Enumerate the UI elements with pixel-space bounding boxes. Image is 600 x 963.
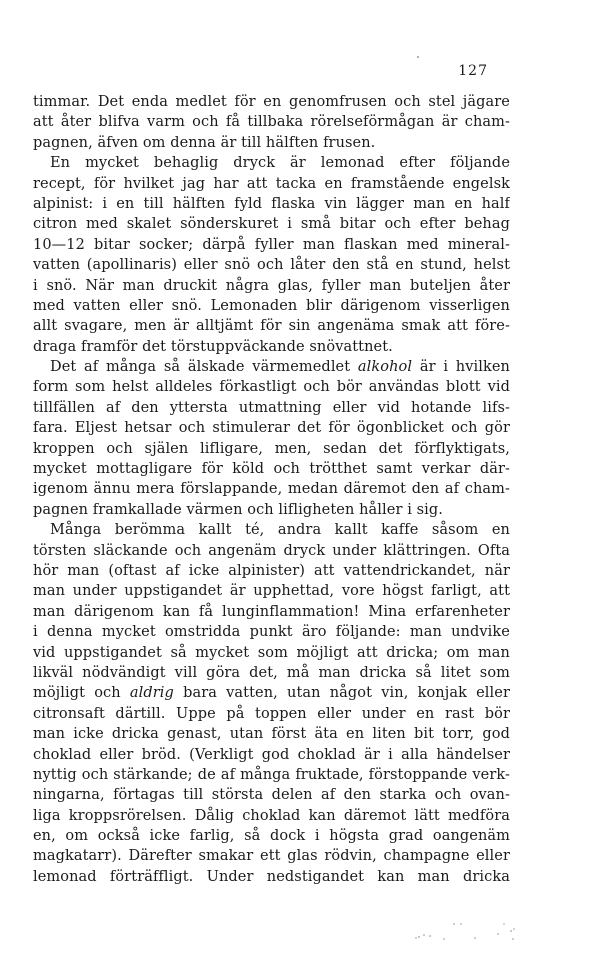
text-line: en, om också icke farlig, så dock i högsta grad oangenäm — [33, 828, 510, 845]
text-line: timmar. Det enda medlet för en genomfrusen och stel jägare — [33, 94, 510, 110]
text-line: tillfällen af den yttersta utmattning eller vid hotande lifs- — [33, 399, 510, 416]
text-line: likväl nödvändigt vill göra det, må man dricka så litet som — [33, 664, 510, 681]
text-line: recept, för hvilket jag har att tacka en framstående engelsk — [33, 175, 510, 192]
text-line: magkatarr). Därefter smakar ett glas rödvin, champagne eller — [33, 848, 510, 865]
text-segment: bara vatten, utan något vin, konjak eller — [173, 685, 510, 702]
text-line: med vatten eller snö. Lemonaden blir därigenom visserligen — [33, 297, 510, 314]
text-line: choklad eller bröd. (Verkligt god choklad är i alla händelser — [33, 746, 510, 763]
text-line: En mycket behaglig dryck är lemonad efter följande — [50, 155, 510, 172]
text-segment: Det af många så älskade värmemedlet — [50, 359, 358, 376]
text-line: i denna mycket omstridda punkt äro följande: man undvike — [33, 624, 510, 641]
page-text — [33, 92, 510, 887]
text-line: vid uppstigandet så mycket som möjligt att dricka; om man — [33, 644, 510, 661]
text-line: citron med skalet sönderskuret i små bitar och efter behag — [33, 216, 510, 233]
paragraph — [33, 520, 510, 887]
text-line: lemonad förträffligt. Under nedstigandet kan man dricka — [33, 868, 510, 885]
text-line: Många berömma kallt té, andra kallt kaffe såsom en — [50, 522, 510, 539]
text-line: kroppen och själen lifligare, men, sedan det förflyktigats, — [33, 440, 510, 457]
text-line: form som helst alldeles förkastligt och bör användas blott vid — [33, 379, 510, 396]
text-line: man under uppstigandet är upphettad, vore högst farligt, att — [33, 583, 510, 600]
text-line: vatten (apollinaris) eller snö och låter den stå en stund, helst — [33, 257, 510, 274]
italic-word: alkohol — [357, 359, 413, 376]
paragraph — [33, 92, 510, 153]
text-line: törsten släckande och angenäm dryck under klättringen. Ofta — [33, 542, 510, 559]
scan-noise-cluster — [418, 936, 420, 938]
text-line: 10—12 bitar socker; därpå fyller man flaskan med mineral- — [33, 236, 510, 253]
text-line: pagnen, äfven om denna är till hälften frusen. — [33, 134, 376, 151]
text-line: ningarna, förtagas till största delen af den starka och ovan- — [33, 787, 510, 804]
text-line: citronsaft därtill. Uppe på toppen eller under en rast bör — [33, 705, 510, 722]
paragraph — [33, 153, 510, 357]
text-line: man därigenom kan få lunginflammation! Mina erfarenheter — [33, 603, 510, 620]
text-line: nyttig och stärkande; de af många fruktade, förstoppande verk- — [33, 766, 510, 783]
text-line: draga framför det törstuppväckande snövattnet. — [33, 338, 393, 355]
text-line: fara. Eljest hetsar och stimulerar det för ögonblicket och gör — [33, 420, 510, 437]
text-line: igenom ännu mera förslappande, medan däremot den af cham- — [33, 481, 510, 498]
text-line: att åter blifva varm och få tillbaka rörelseförmågan är cham- — [33, 114, 510, 131]
text-segment: möjligt och — [33, 685, 130, 702]
text-line — [33, 357, 510, 377]
text-line: allt svagare, men är alltjämt för sin angenäma smak att före- — [33, 318, 510, 335]
text-line: mycket mottagligare för köld och trötthet samt verkar där- — [33, 461, 510, 478]
text-line: hör man (oftast af icke alpinister) att vattendrickandet, när — [33, 562, 510, 579]
text-line — [33, 683, 510, 703]
text-segment: är i hvilken — [412, 359, 510, 376]
italic-word: aldrig — [129, 685, 174, 702]
page-number: 127 — [458, 63, 488, 79]
text-line: man icke dricka genast, utan först äta en liten bit torr, god — [33, 726, 510, 743]
scan-speck — [417, 56, 419, 58]
text-line: i snö. När man druckit några glas, fyller man buteljen åter — [33, 277, 510, 294]
text-line: liga kroppsrörelsen. Dålig choklad kan däremot lätt medföra — [33, 807, 510, 824]
paragraph — [33, 357, 510, 520]
text-line: pagnen framkallade värmen och lifligheten håller i sig. — [33, 501, 444, 518]
text-line: alpinist: i en till hälften fyld flaska vin lägger man en half — [33, 195, 510, 212]
